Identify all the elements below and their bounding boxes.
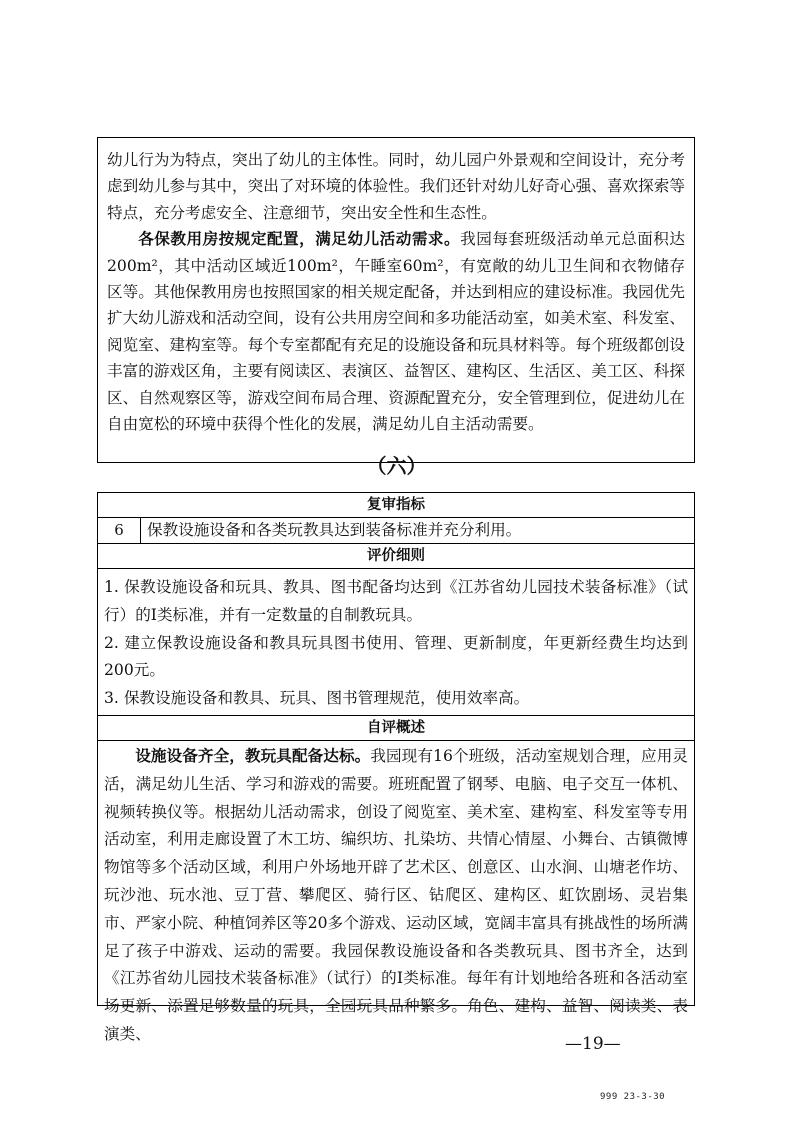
header-review-index: 复审指标 bbox=[98, 493, 694, 518]
section-title: （六） bbox=[366, 454, 427, 478]
header-self-evaluation: 自评概述 bbox=[98, 716, 694, 741]
box-paragraph-2-lead: 各保教用房按规定配置，满足幼儿活动需求。 bbox=[138, 230, 461, 249]
index-number: 6 bbox=[98, 518, 141, 543]
text-box-continued bbox=[97, 137, 695, 463]
self-evaluation-text bbox=[104, 743, 688, 1049]
box-paragraph-1: 幼儿行为为特点，突出了幼儿的主体性。同时，幼儿园户外景观和空间设计，充分考虑到幼儿参与其中，突出了对环境的体验性。我们还针对幼儿好奇心强、喜欢探索等特点，充分考虑安全、注意细节，突出安全性和生态性。 bbox=[107, 151, 685, 222]
box-paragraph-2-body: 我园每套班级活动单元总面积达200m²，其中活动区域近100m²，午睡室60m²，有宽敞的幼儿卫生间和衣物储存区等。其他保教用房也按照国家的相关规定配备，并达到相应的建设标准。我园优先扩大幼儿游戏和活动空间，设有公共用房空间和多功能活动室，如美术室、科发室、阅览室、建构室等。每个专室都配有充足的设施设备和玩具材料等。每个班级都创设丰富的游戏区角，主要有阅读区、表演区、益智区、建构区、生活区、美工区、科探区、自然观察区等，游戏空间布局合理、资源配置充分，安全管理到位，促进幼儿在自由宽松的环境中获得个性化的发展，满足幼儿自主活动需要。 bbox=[107, 230, 685, 434]
print-stamp: 999 23-3-30 bbox=[600, 1092, 666, 1102]
index-text: 保教设施设备和各类玩教具达到装备标准并充分利用。 bbox=[147, 521, 522, 539]
criteria-item-1: 1. 保教设施设备和玩具、教具、图书配备均达到《江苏省幼儿园技术装备标准》（试行）的Ⅰ类标准，并有一定数量的自制教玩具。 bbox=[104, 578, 688, 624]
box-paragraph-2 bbox=[107, 226, 685, 437]
review-table bbox=[97, 492, 695, 1043]
self-evaluation-cell bbox=[98, 741, 694, 1049]
criteria-cell bbox=[98, 569, 694, 716]
header-criteria: 评价细则 bbox=[98, 544, 694, 569]
criteria-item-2: 2. 建立保教设施设备和教具玩具图书使用、管理、更新制度，年更新经费生均达到200元。 bbox=[104, 633, 688, 680]
self-evaluation-body: 我园现有16个班级，活动室规划合理，应用灵活，满足幼儿生活、学习和游戏的需要。班班配置了钢琴、电脑、电子交互一体机、视频转换仪等。根据幼儿活动需求，创设了阅览室、美术室、建构室、科发室等专用活动室，利用走廊设置了木工坊、编织坊、扎染坊、共情心情屋、小舞台、古镇微博物馆等多个活动区域，利用户外场地开辟了艺术区、创意区、山水涧、山塘老作坊、玩沙池、玩水池、豆丁营、攀爬区、骑行区、钻爬区、建构区、虹饮剧场、灵岩集市、严家小院、种植饲养区等20多个游戏、运动区域，宽阔丰富具有挑战性的场所满足了孩子中游戏、运动的需要。我园保教设施设备和各类教玩具、图书齐全，达到《江苏省幼儿园技术装备标准》（试行）的Ⅰ类标准。每年有计划地给各班和各活动室场更新、添置足够数量的玩具，全园玩具品种繁多。角色、建构、益智、阅读类、表演类、 bbox=[104, 746, 688, 1043]
page-number: —19— bbox=[565, 1034, 621, 1054]
index-row bbox=[98, 518, 694, 544]
criteria-item-3: 3. 保教设施设备和教具、玩具、图书管理规范，使用效率高。 bbox=[104, 689, 530, 708]
self-evaluation-lead: 设施设备齐全，教玩具配备达标。 bbox=[135, 746, 371, 765]
